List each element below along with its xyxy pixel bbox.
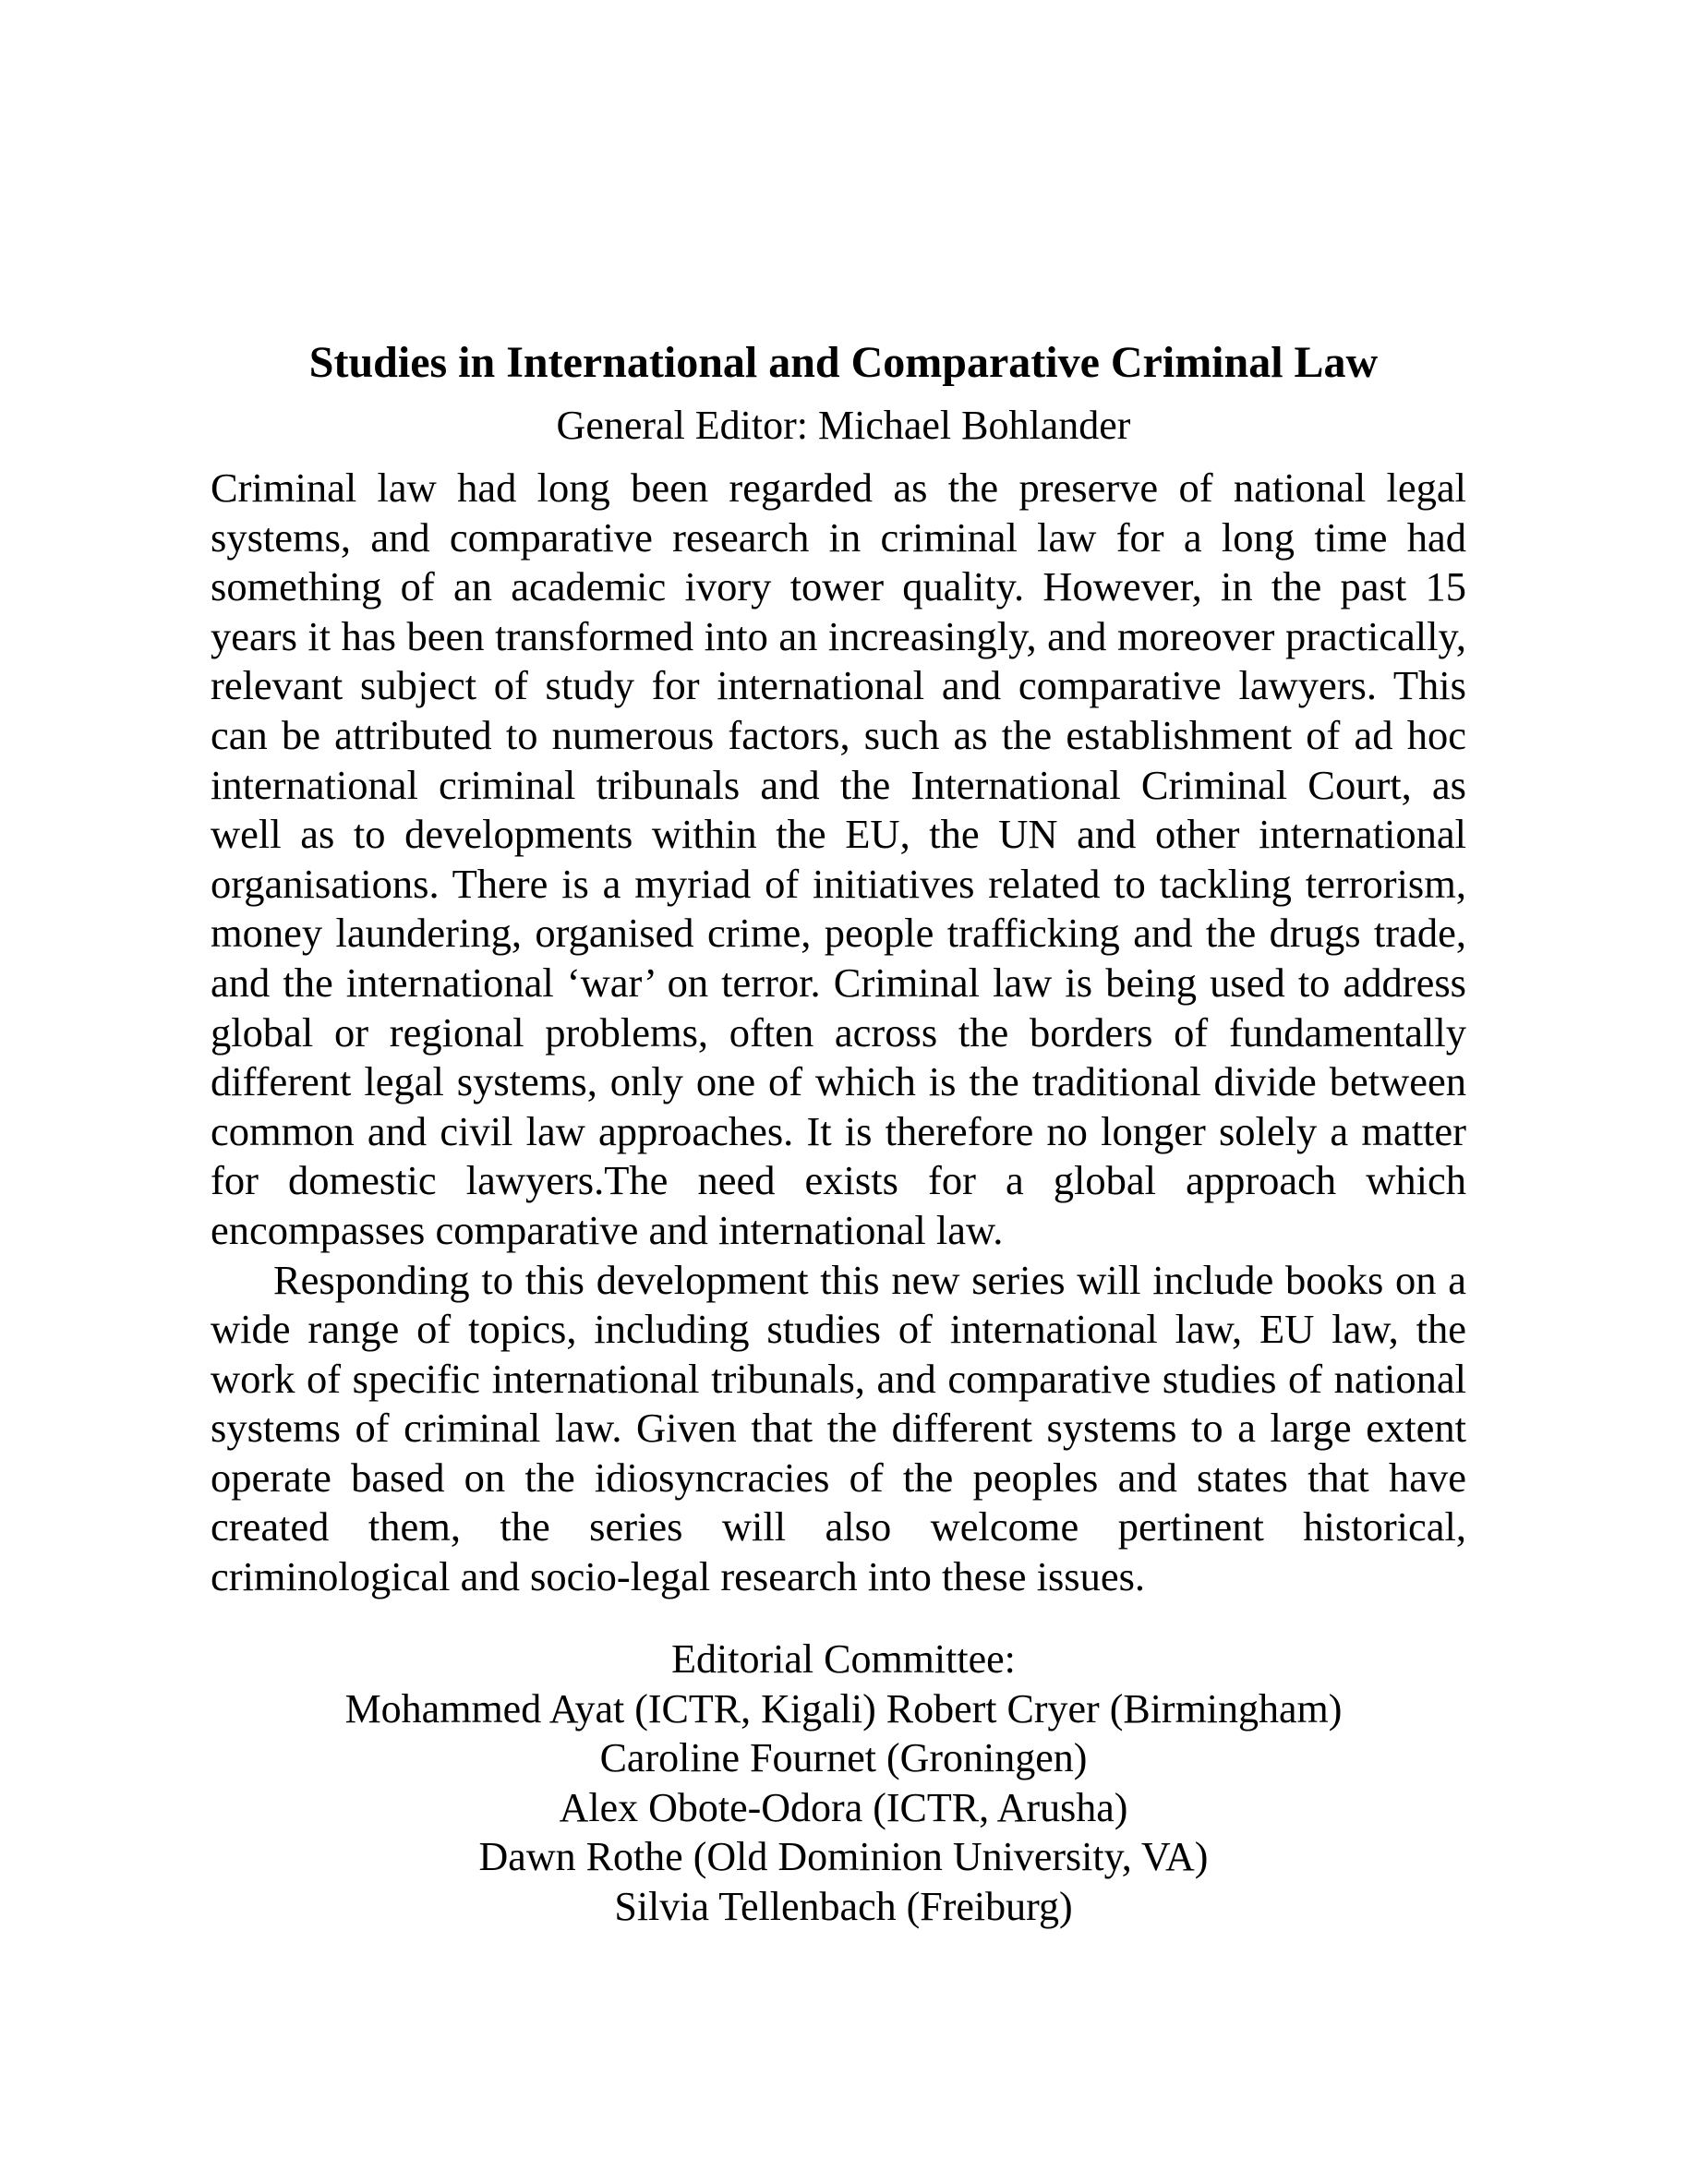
text-line: global or regional problems, often across the borders of fundamentally — [211, 1008, 1466, 1056]
committee-member: Alex Obote-Odora (ICTR, Arusha) — [559, 1784, 1128, 1830]
text-line: criminological and socio-legal research into these issues. — [211, 1553, 1146, 1600]
text-line: money laundering, organised crime, people trafficking and the drugs trade, — [211, 910, 1466, 957]
text-line: international criminal tribunals and the International Criminal Court, as — [211, 761, 1466, 808]
text-line: encompasses comparative and international law. — [211, 1206, 1004, 1253]
text-line: relevant subject of study for international and comparative lawyers. This — [211, 662, 1466, 709]
text-line: and the international ‘war’ on terror. Criminal law is being used to address — [211, 959, 1466, 1006]
text-line: something of an academic ivory tower quality. However, in the past 15 — [211, 563, 1466, 610]
text-line: well as to developments within the EU, the UN and other international — [211, 811, 1466, 858]
text-line: common and civil law approaches. It is therefore no longer solely a matter — [211, 1107, 1466, 1154]
text-line: operate based on the idiosyncracies of the peoples and states that have — [211, 1454, 1466, 1501]
text-line: different legal systems, only one of which is the traditional divide between — [211, 1058, 1466, 1105]
committee-member: Dawn Rothe (Old Dominion University, VA) — [478, 1834, 1209, 1879]
paragraph-1 — [211, 464, 1466, 1256]
paragraph-2 — [211, 1256, 1466, 1602]
editorial-committee — [0, 1635, 1687, 1931]
text-line: systems, and comparative research in criminal law for a long time had — [211, 513, 1466, 561]
text-line: wide range of topics, including studies of international law, EU law, the — [211, 1306, 1466, 1353]
series-description — [211, 464, 1466, 1602]
text-line: years it has been transformed into an increasingly, and moreover practically, — [211, 612, 1466, 659]
series-title: Studies in International and Comparative Criminal Law — [308, 338, 1379, 387]
general-editor: General Editor: Michael Bohlander — [556, 403, 1131, 448]
text-line: for domestic lawyers.The need exists for a global approach which — [211, 1157, 1466, 1204]
text-line: Responding to this development this new series will include books on a — [273, 1256, 1466, 1303]
text-line: systems of criminal law. Given that the different systems to a large extent — [211, 1405, 1466, 1452]
text-line: Criminal law had long been regarded as the preserve of national legal — [211, 465, 1466, 511]
committee-member: Mohammed Ayat (ICTR, Kigali) Robert Cryer (Birmingham) — [344, 1685, 1343, 1732]
text-line: work of specific international tribunals, and comparative studies of national — [211, 1355, 1466, 1402]
committee-heading: Editorial Committee: — [671, 1636, 1016, 1682]
text-line: can be attributed to numerous factors, such as the establishment of ad hoc — [211, 711, 1466, 758]
committee-member: Silvia Tellenbach (Freiburg) — [614, 1883, 1073, 1929]
text-line: created them, the series will also welcome pertinent historical, — [211, 1503, 1466, 1551]
committee-member: Caroline Fournet (Groningen) — [599, 1735, 1088, 1780]
text-line: organisations. There is a myriad of initiatives related to tackling terrorism, — [211, 860, 1466, 907]
